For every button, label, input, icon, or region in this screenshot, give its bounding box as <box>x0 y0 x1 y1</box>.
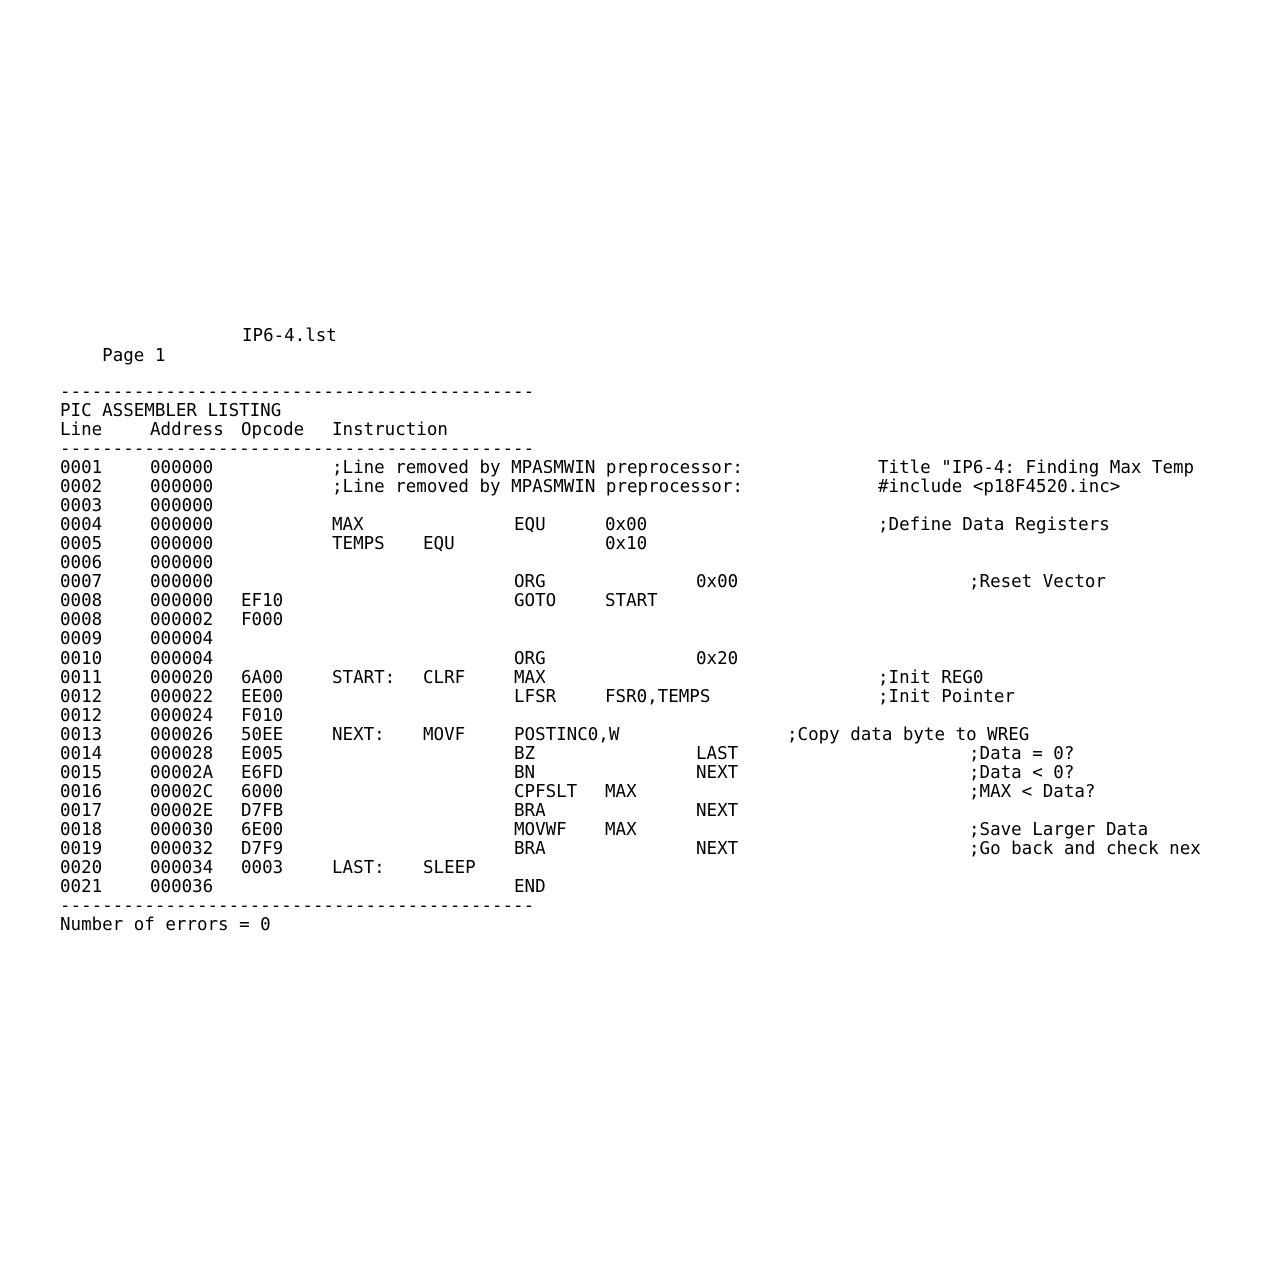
listing-row <box>0 554 1269 573</box>
row-opcode: D7FB <box>241 800 284 821</box>
listing-row <box>0 592 1269 611</box>
row-address: 000020 <box>150 667 214 688</box>
row-address: 000000 <box>150 591 214 612</box>
row-opcode: F010 <box>241 705 284 726</box>
row-line: 0011 <box>60 667 103 688</box>
listing-row <box>0 478 1269 497</box>
row-mnemonic: BRA <box>514 800 546 821</box>
row-line: 0013 <box>60 724 103 745</box>
row-opcode: E005 <box>241 743 284 764</box>
row-operand: MAX <box>605 781 637 802</box>
row-label: ;Line removed by MPASMWIN preprocessor: <box>332 458 743 478</box>
rule-top: --------------------------------------------- <box>60 383 535 402</box>
row-operand: 0x10 <box>605 534 648 555</box>
row-mnemonic: BRA <box>514 839 546 859</box>
row-mnemonic: ORG <box>514 648 546 669</box>
row-address: 000000 <box>150 477 214 498</box>
row-address: 000028 <box>150 743 214 764</box>
row-mnemonic: END <box>514 877 546 898</box>
row-opcode: 50EE <box>241 724 284 745</box>
row-comment2: ;Go back and check nex <box>969 839 1201 859</box>
row-address: 000000 <box>150 553 214 574</box>
row-mnemonic: LFSR <box>514 686 557 707</box>
listing-row <box>0 783 1269 802</box>
row-comment: #include <p18F4520.inc> <box>878 477 1121 498</box>
listing-row <box>0 516 1269 535</box>
row-operand2: 0x00 <box>696 572 739 593</box>
row-label: LAST: <box>332 858 385 879</box>
row-address: 000000 <box>150 458 214 478</box>
row-operand2: LAST <box>696 743 739 764</box>
row-address: 000000 <box>150 534 214 555</box>
row-opcode: EE00 <box>241 686 284 707</box>
row-line: 0009 <box>60 629 103 650</box>
row-address: 000032 <box>150 839 214 859</box>
row-line: 0002 <box>60 477 103 498</box>
row-mnemonic: BN <box>514 762 536 783</box>
column-header-opcode: Opcode <box>241 420 305 440</box>
row-line: 0006 <box>60 553 103 574</box>
row-label: START: <box>332 667 396 688</box>
error-count: Number of errors = 0 <box>60 915 271 935</box>
row-address: 000024 <box>150 705 214 726</box>
row-comment: ;Init Pointer <box>878 686 1015 707</box>
row-address: 000000 <box>150 572 214 593</box>
row-comment: Title "IP6-4: Finding Max Temp <box>878 458 1195 478</box>
listing-row <box>0 459 1269 478</box>
row-opcode: 0003 <box>241 858 284 879</box>
listing-row <box>0 611 1269 630</box>
row-line: 0012 <box>60 686 103 707</box>
listing-title: PIC ASSEMBLER LISTING <box>60 401 282 421</box>
row-line: 0004 <box>60 515 103 536</box>
row-operand2: NEXT <box>696 762 739 783</box>
row-opcode: E6FD <box>241 762 284 783</box>
row-line: 0020 <box>60 858 103 879</box>
row-line: 0012 <box>60 705 103 726</box>
row-comment2: ;Data < 0? <box>969 762 1075 783</box>
listing-row <box>0 821 1269 840</box>
rule-bottom: --------------------------------------------- <box>60 897 535 916</box>
listing-row <box>0 650 1269 669</box>
row-comment2: ;Reset Vector <box>969 572 1106 593</box>
row-line: 0016 <box>60 781 103 802</box>
listing-row <box>0 859 1269 878</box>
row-address: 000000 <box>150 515 214 536</box>
row-op1: SLEEP <box>423 858 476 879</box>
row-operand: MAX <box>605 819 637 840</box>
row-mnemonic: CPFSLT <box>514 781 578 802</box>
row-address: 000026 <box>150 724 214 745</box>
listing-title-line <box>0 402 1269 421</box>
row-operand2: NEXT <box>696 800 739 821</box>
row-opcode: 6A00 <box>241 667 284 688</box>
row-opcode: D7F9 <box>241 839 284 859</box>
row-comment: ;Define Data Registers <box>878 515 1110 536</box>
row-opcode: 6000 <box>241 781 284 802</box>
row-line: 0018 <box>60 819 103 840</box>
row-mnemonic: GOTO <box>514 591 557 612</box>
row-line: 0008 <box>60 591 103 612</box>
listing-row <box>0 630 1269 649</box>
row-op1: EQU <box>423 534 455 555</box>
column-header-instruction: Instruction <box>332 420 448 440</box>
row-line: 0005 <box>60 534 103 555</box>
page-label: Page 1 <box>102 346 166 366</box>
row-operand2: 0x20 <box>696 648 739 669</box>
row-line: 0001 <box>60 458 103 478</box>
row-address: 00002A <box>150 762 214 783</box>
row-opcode: EF10 <box>241 591 284 612</box>
row-op1: MOVF <box>423 724 466 745</box>
row-operand: START <box>605 591 658 612</box>
column-header-line: Line <box>60 420 103 440</box>
listing-row <box>0 497 1269 516</box>
listing-row <box>0 878 1269 897</box>
listing-row <box>0 802 1269 821</box>
listing-row <box>0 535 1269 554</box>
listing-row <box>0 669 1269 688</box>
row-mnemonic: POSTINC0,W <box>514 724 620 745</box>
row-address: 000004 <box>150 629 214 650</box>
row-comment: ;Init REG0 <box>878 667 984 688</box>
row-opcode: 6E00 <box>241 819 284 840</box>
row-line: 0015 <box>60 762 103 783</box>
listing-row <box>0 764 1269 783</box>
row-line: 0014 <box>60 743 103 764</box>
row-address: 000000 <box>150 496 214 517</box>
row-opcode: F000 <box>241 610 284 631</box>
row-address: 000034 <box>150 858 214 879</box>
row-comment2: ;MAX < Data? <box>969 781 1096 802</box>
row-line: 0021 <box>60 877 103 898</box>
row-comment2: ;Save Larger Data <box>969 819 1149 840</box>
row-address: 000036 <box>150 877 214 898</box>
row-mnemonic: ORG <box>514 572 546 593</box>
row-line: 0008 <box>60 610 103 631</box>
listing-row <box>0 745 1269 764</box>
row-address: 000002 <box>150 610 214 631</box>
row-label: MAX <box>332 515 364 536</box>
row-address: 000030 <box>150 819 214 840</box>
row-label: NEXT: <box>332 724 385 745</box>
row-operand: FSR0,TEMPS <box>605 686 711 707</box>
listing-row <box>0 840 1269 859</box>
column-headers <box>0 421 1269 440</box>
row-operand: 0x00 <box>605 515 648 536</box>
row-address: 00002C <box>150 781 214 802</box>
row-line: 0019 <box>60 839 103 859</box>
row-op1: CLRF <box>423 667 466 688</box>
row-address: 00002E <box>150 800 214 821</box>
listing-row <box>0 573 1269 592</box>
row-mnemonic: BZ <box>514 743 536 764</box>
column-header-address: Address <box>150 420 224 440</box>
row-line: 0007 <box>60 572 103 593</box>
row-operand2: NEXT <box>696 839 739 859</box>
listing-row <box>0 707 1269 726</box>
row-line: 0010 <box>60 648 103 669</box>
listing-row <box>0 726 1269 745</box>
row-mnemonic: MAX <box>514 667 546 688</box>
file-name: IP6-4.lst <box>242 326 337 346</box>
row-comment0: ;Copy data byte to WREG <box>787 724 1030 745</box>
row-address: 000004 <box>150 648 214 669</box>
row-label: ;Line removed by MPASMWIN preprocessor: <box>332 477 743 498</box>
listing-row <box>0 688 1269 707</box>
rule-header: --------------------------------------------- <box>60 440 535 459</box>
row-comment2: ;Data = 0? <box>969 743 1075 764</box>
row-address: 000022 <box>150 686 214 707</box>
row-label: TEMPS <box>332 534 385 555</box>
row-mnemonic: MOVWF <box>514 819 567 840</box>
row-line: 0017 <box>60 800 103 821</box>
row-line: 0003 <box>60 496 103 517</box>
row-mnemonic: EQU <box>514 515 546 536</box>
